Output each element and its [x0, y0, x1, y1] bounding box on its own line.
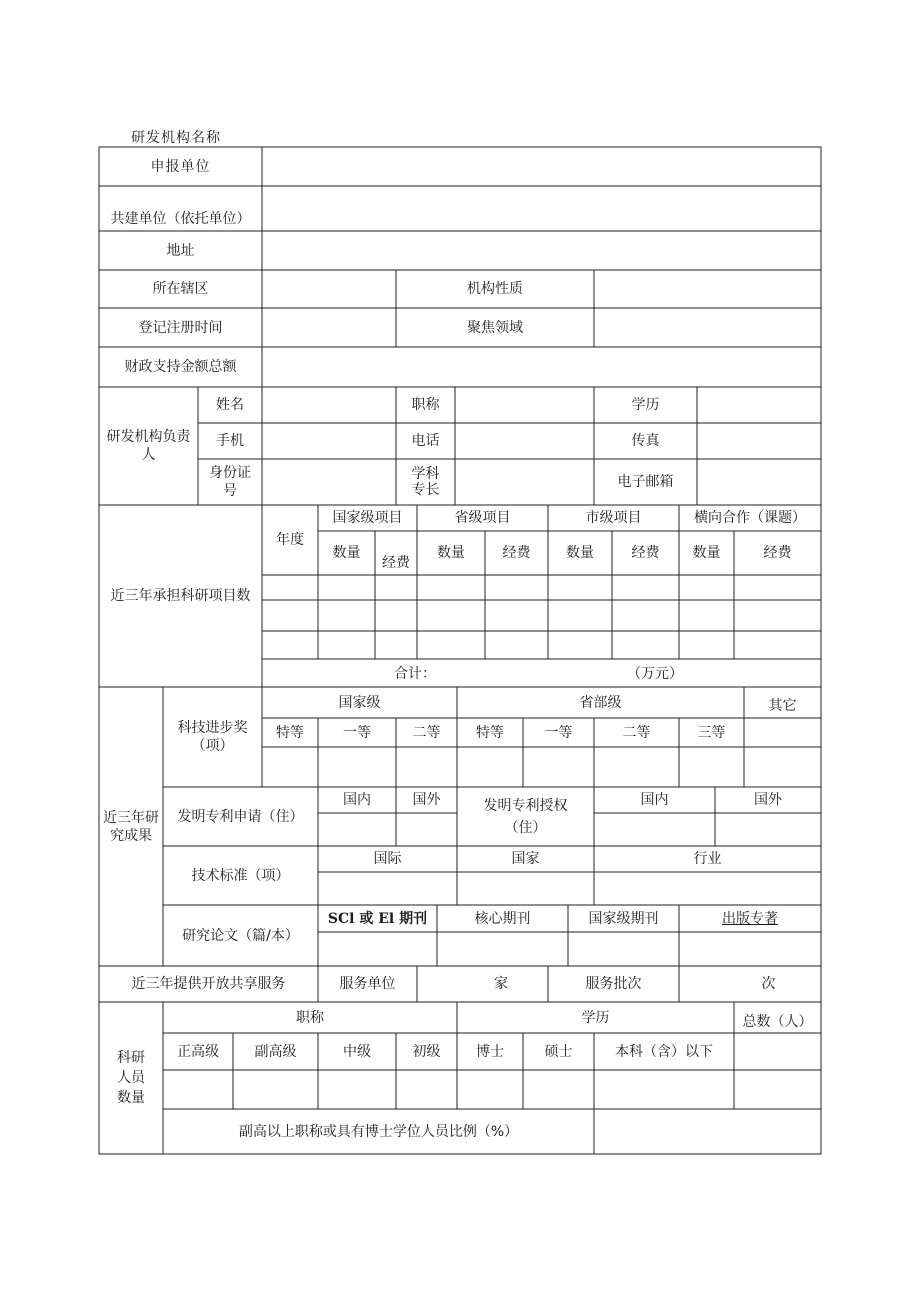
nature-label: 机构性质: [467, 281, 523, 297]
staff-middle: 中级: [343, 1043, 371, 1060]
award-label: 科技进步奖（项）: [177, 720, 248, 754]
national-count-label: 数量: [332, 545, 361, 561]
papers-label: 研究论文（篇/本）: [182, 927, 299, 944]
patent-grant-domestic: 国内: [640, 792, 669, 808]
patent-grant-label: 发明专利授权（住）: [483, 797, 568, 836]
staff-title-label: 职称: [296, 1009, 324, 1026]
projects-unit-label: （万元）: [627, 666, 683, 682]
patent-apply-domestic: 国内: [343, 792, 371, 808]
standard-nation: 国家: [511, 851, 540, 867]
national-funds-label: 经费: [382, 555, 410, 571]
standard-industry: 行业: [693, 851, 722, 867]
projects-section-label: 近三年承担科研项目数: [110, 588, 251, 604]
projects-year-label: 年度: [276, 532, 304, 548]
leader-fax-label: 传真: [631, 433, 660, 449]
award-national-first: 一等: [343, 724, 371, 741]
leader-id-label: 身份证号: [209, 465, 251, 499]
award-national-second: 二等: [412, 724, 441, 741]
award-ministry-label: 省部级: [579, 694, 622, 711]
staff-senior: 正高级: [177, 1043, 219, 1060]
leader-specialty-label: 学科专长: [411, 466, 440, 498]
papers-core: 核心期刊: [474, 910, 531, 927]
service-label: 近三年提供开放共享服务: [131, 976, 286, 992]
horizontal-count-label: 数量: [692, 545, 721, 561]
award-other-label: 其它: [768, 698, 797, 714]
funding-total-label: 财政支持金额总额: [124, 359, 237, 375]
award-ministry-second: 二等: [622, 724, 651, 741]
focus-label: 聚焦领域: [467, 319, 523, 336]
provincial-funds-label: 经费: [502, 545, 531, 561]
municipal-funds-label: 经费: [631, 545, 660, 561]
address-label: 地址: [166, 242, 195, 259]
standard-intl: 国际: [373, 851, 402, 867]
staff-education-label: 学历: [581, 1009, 610, 1026]
staff-bachelor: 本科（含）以下: [615, 1043, 713, 1060]
projects-total-label: 合计：: [394, 666, 436, 682]
municipal-count-label: 数量: [566, 545, 594, 561]
district-label: 所在辖区: [152, 281, 209, 297]
staff-ratio-label: 副高以上职称或具有博士学位人员比例（%）: [238, 1123, 519, 1140]
service-times-suffix: 次: [761, 976, 776, 992]
patent-apply-label: 发明专利申请（住）: [177, 808, 304, 825]
service-unit-suffix: 家: [494, 976, 508, 992]
projects-municipal-label: 市级项目: [585, 510, 642, 526]
leader-email-label: 电子邮箱: [617, 474, 674, 490]
staff-total-label: 总数（人）: [742, 1014, 813, 1030]
staff-vice-senior: 副高级: [254, 1043, 297, 1060]
staff-section-label: 科研人员数量: [117, 1050, 145, 1106]
papers-monograph: 出版专著: [722, 910, 778, 927]
leader-section-label: 研发机构负责人: [106, 429, 191, 463]
staff-junior: 初级: [412, 1043, 441, 1060]
applicant-unit-label: 申报单位: [150, 158, 211, 175]
provincial-count-label: 数量: [437, 545, 465, 561]
patent-apply-foreign: 国外: [412, 792, 441, 808]
leader-name-label: 姓名: [216, 397, 244, 413]
papers-sci: SCl 或 El 期刊: [327, 910, 428, 927]
service-unit-label: 服务单位: [339, 976, 396, 992]
co-builder-label: 共建单位（依托单位）: [110, 211, 251, 227]
award-ministry-special: 特等: [476, 724, 504, 741]
projects-provincial-label: 省级项目: [454, 510, 511, 526]
leader-title-label: 职称: [411, 397, 440, 413]
results-section-label: 近三年研究成果: [103, 809, 159, 844]
service-times-label: 服务批次: [585, 976, 642, 992]
reg-time-label: 登记注册时间: [138, 319, 223, 336]
award-national-label: 国家级: [338, 694, 381, 711]
projects-horizontal-label: 横向合作（课题）: [694, 510, 806, 526]
award-ministry-third: 三等: [697, 724, 726, 741]
horizontal-funds-label: 经费: [763, 545, 792, 561]
leader-education-label: 学历: [631, 397, 660, 413]
leader-mobile-label: 手机: [216, 433, 244, 449]
patent-grant-foreign: 国外: [754, 792, 782, 808]
award-ministry-first: 一等: [544, 724, 573, 741]
page-title: 研发机构名称: [131, 130, 221, 146]
projects-national-label: 国家级项目: [332, 510, 403, 526]
staff-master: 硕士: [544, 1043, 573, 1060]
leader-phone-label: 电话: [411, 433, 440, 449]
staff-phd: 博士: [476, 1043, 504, 1060]
papers-national: 国家级期刊: [588, 910, 659, 927]
award-national-special: 特等: [276, 724, 304, 741]
standard-label: 技术标准（项）: [191, 867, 290, 884]
